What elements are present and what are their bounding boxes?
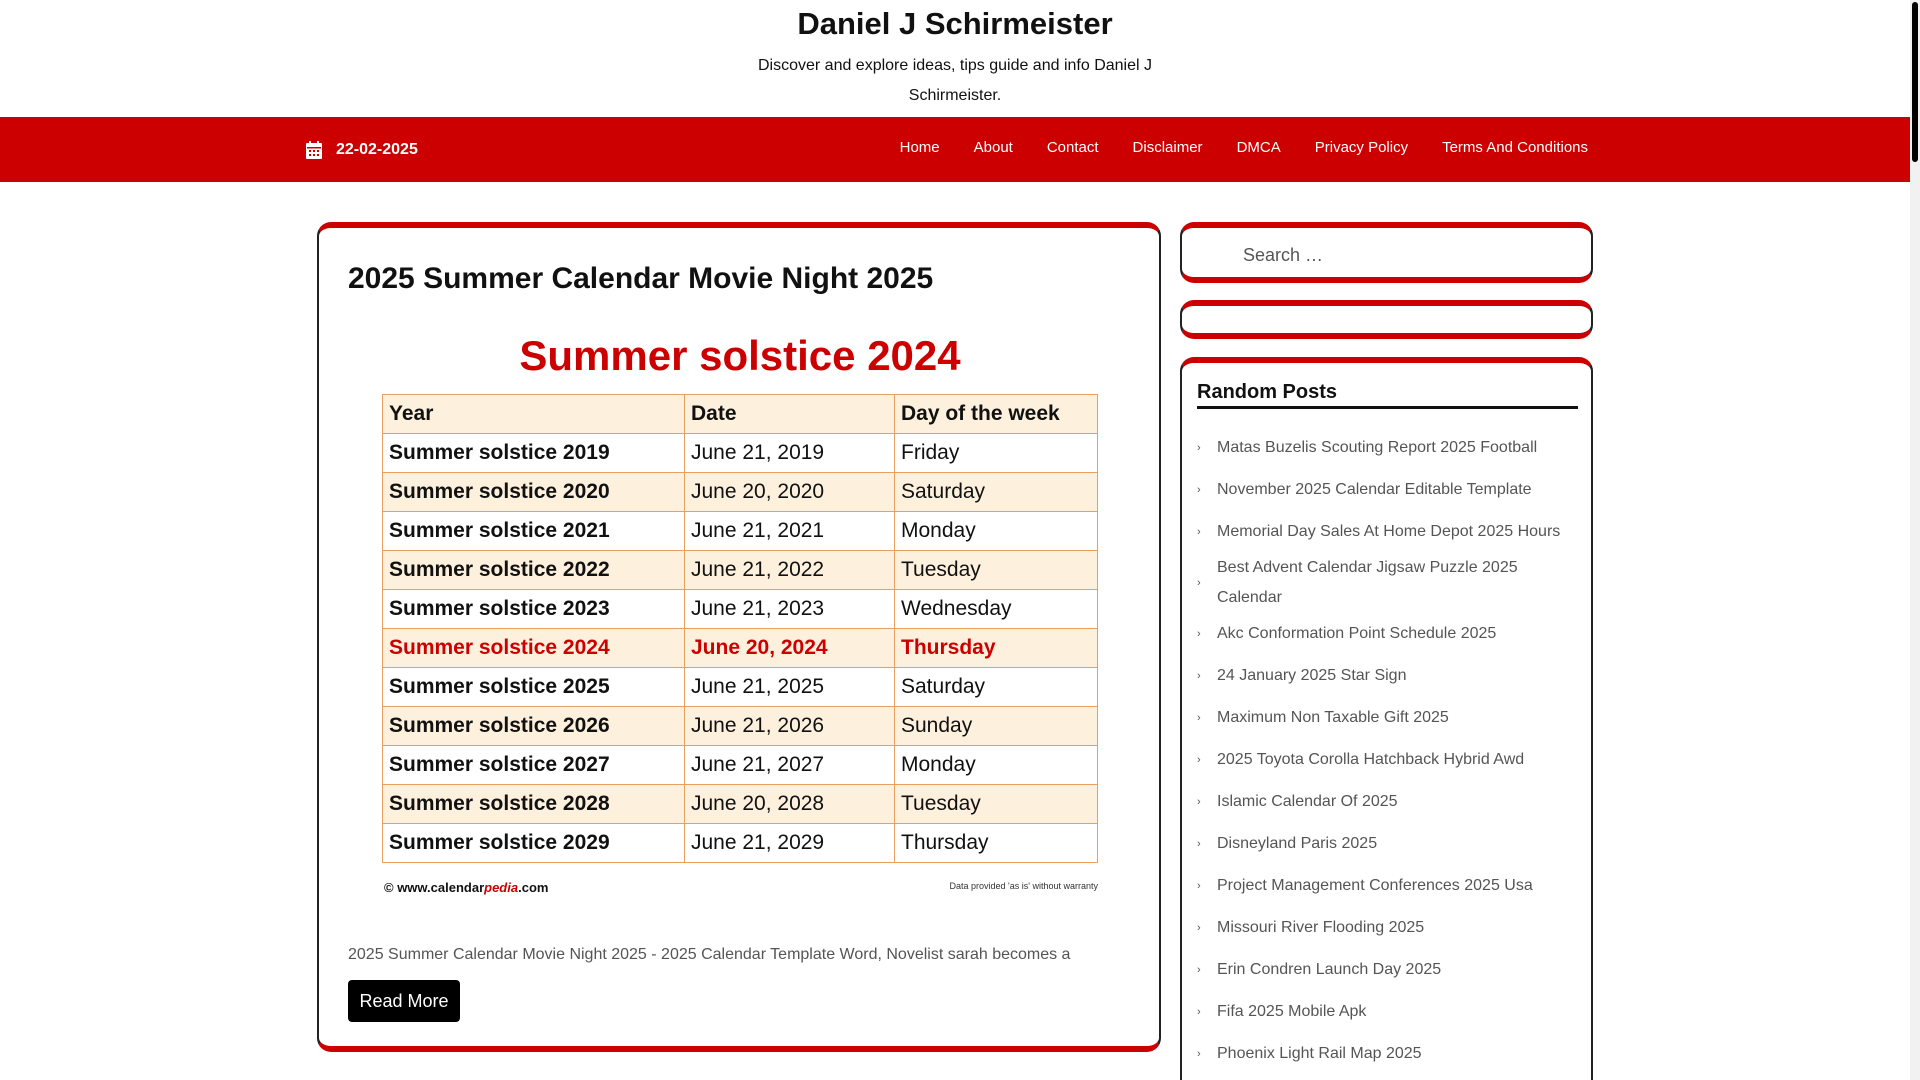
nav-item-terms[interactable]: Terms And Conditions — [1442, 138, 1588, 156]
cell-date: June 21, 2025 — [685, 668, 895, 707]
cell-year: Summer solstice 2022 — [383, 551, 685, 590]
cell-date: June 21, 2019 — [685, 434, 895, 473]
cell-date: June 20, 2020 — [685, 473, 895, 512]
list-item — [1197, 991, 1577, 1033]
cell-day: Tuesday — [895, 551, 1098, 590]
table-row — [383, 668, 1098, 707]
site-title[interactable]: Daniel J Schirmeister — [797, 6, 1113, 41]
cell-date: June 21, 2026 — [685, 707, 895, 746]
chevron-right-icon: › — [1197, 442, 1201, 454]
cell-date: June 21, 2027 — [685, 746, 895, 785]
random-posts-list — [1197, 427, 1577, 1075]
list-item — [1197, 781, 1577, 823]
article-title[interactable]: 2025 Summer Calendar Movie Night 2025 — [348, 262, 934, 295]
cell-year: Summer solstice 2020 — [383, 473, 685, 512]
cell-day: Wednesday — [895, 590, 1098, 629]
nav-date — [306, 138, 418, 162]
nav-item-home[interactable]: Home — [899, 138, 940, 156]
random-post-link[interactable]: 2025 Toyota Corolla Hatchback Hybrid Awd — [1217, 751, 1525, 768]
cell-date: June 21, 2022 — [685, 551, 895, 590]
image-credit — [384, 880, 548, 895]
list-item — [1197, 427, 1577, 469]
solstice-table — [382, 394, 1098, 863]
cell-year: Summer solstice 2027 — [383, 746, 685, 785]
random-post-link[interactable]: November 2025 Calendar Editable Template — [1217, 481, 1532, 498]
table-row — [383, 473, 1098, 512]
cell-year: Summer solstice 2023 — [383, 590, 685, 629]
article-excerpt: 2025 Summer Calendar Movie Night 2025 - 2025 Calendar Template Word, Novelist sarah becomes a — [348, 946, 1071, 963]
table-row — [383, 629, 1098, 668]
list-item — [1197, 823, 1577, 865]
featured-image-heading: Summer solstice 2024 — [519, 332, 961, 379]
empty-widget — [1180, 300, 1593, 339]
page-scrollbar[interactable] — [1910, 0, 1920, 1080]
column-header-date: Date — [685, 395, 895, 434]
chevron-right-icon: › — [1197, 1048, 1201, 1060]
random-post-link[interactable]: Project Management Conferences 2025 Usa — [1217, 877, 1533, 894]
list-item — [1197, 1033, 1577, 1075]
image-credit-prefix: © www.calendar — [384, 880, 485, 895]
random-post-link[interactable]: Memorial Day Sales At Home Depot 2025 Hours — [1217, 523, 1561, 540]
cell-day: Thursday — [895, 824, 1098, 863]
search-widget — [1180, 222, 1593, 283]
chevron-right-icon: › — [1197, 880, 1201, 892]
calendar-icon — [306, 141, 322, 159]
chevron-right-icon: › — [1197, 964, 1201, 976]
chevron-right-icon: › — [1197, 922, 1201, 934]
column-header-day: Day of the week — [895, 395, 1098, 434]
scrollbar-thumb[interactable] — [1912, 2, 1918, 162]
cell-day: Saturday — [895, 473, 1098, 512]
cell-year: Summer solstice 2025 — [383, 668, 685, 707]
random-post-link[interactable]: Disneyland Paris 2025 — [1217, 835, 1378, 852]
cell-date: June 20, 2028 — [685, 785, 895, 824]
list-item — [1197, 697, 1577, 739]
list-item — [1197, 655, 1577, 697]
chevron-right-icon: › — [1197, 628, 1201, 640]
cell-year: Summer solstice 2029 — [383, 824, 685, 863]
chevron-right-icon: › — [1197, 1006, 1201, 1018]
cell-year: Summer solstice 2021 — [383, 512, 685, 551]
nav-menu — [900, 117, 1588, 177]
cell-day: Monday — [895, 746, 1098, 785]
random-post-link[interactable]: Fifa 2025 Mobile Apk — [1217, 1003, 1367, 1020]
chevron-right-icon: › — [1197, 838, 1201, 850]
table-row — [383, 551, 1098, 590]
table-row — [383, 785, 1098, 824]
cell-day: Monday — [895, 512, 1098, 551]
list-item — [1197, 739, 1577, 781]
random-post-link[interactable]: Phoenix Light Rail Map 2025 — [1217, 1045, 1422, 1062]
random-post-link[interactable]: Akc Conformation Point Schedule 2025 — [1217, 625, 1497, 642]
table-row — [383, 746, 1098, 785]
nav-item-privacy-policy[interactable]: Privacy Policy — [1314, 138, 1409, 156]
random-post-link[interactable]: Best Advent Calendar Jigsaw Puzzle 2025 Calendar — [1217, 559, 1518, 606]
site-header — [0, 0, 1910, 117]
table-row — [383, 590, 1098, 629]
cell-date: June 21, 2029 — [685, 824, 895, 863]
read-more-button[interactable]: Read More — [348, 980, 460, 1022]
list-item — [1197, 907, 1577, 949]
chevron-right-icon: › — [1197, 754, 1201, 766]
nav-item-dmca[interactable]: DMCA — [1236, 138, 1281, 156]
chevron-right-icon: › — [1197, 670, 1201, 682]
random-post-link[interactable]: Matas Buzelis Scouting Report 2025 Football — [1217, 439, 1538, 456]
chevron-right-icon: › — [1197, 712, 1201, 724]
nav-item-disclaimer[interactable]: Disclaimer — [1132, 138, 1203, 156]
cell-date: June 20, 2024 — [685, 629, 895, 668]
column-header-year: Year — [383, 395, 685, 434]
article-card — [317, 222, 1161, 1052]
list-item — [1197, 511, 1577, 553]
table-row — [383, 707, 1098, 746]
search-input[interactable] — [1243, 238, 1573, 272]
list-item — [1197, 469, 1577, 511]
list-item — [1197, 553, 1577, 613]
cell-day: Tuesday — [895, 785, 1098, 824]
random-post-link[interactable]: Erin Condren Launch Day 2025 — [1217, 961, 1442, 978]
list-item — [1197, 949, 1577, 991]
cell-year: Summer solstice 2024 — [383, 629, 685, 668]
main-navbar — [0, 117, 1910, 182]
cell-day: Friday — [895, 434, 1098, 473]
random-post-link[interactable]: Islamic Calendar Of 2025 — [1217, 793, 1398, 810]
cell-date: June 21, 2023 — [685, 590, 895, 629]
chevron-right-icon: › — [1197, 526, 1201, 538]
nav-item-contact[interactable]: Contact — [1046, 138, 1099, 156]
nav-item-about[interactable]: About — [973, 138, 1013, 156]
cell-day: Sunday — [895, 707, 1098, 746]
cell-date: June 21, 2021 — [685, 512, 895, 551]
image-credit-suffix: .com — [518, 880, 549, 895]
cell-day: Saturday — [895, 668, 1098, 707]
cell-day: Thursday — [895, 629, 1098, 668]
chevron-right-icon: › — [1197, 484, 1201, 496]
random-post-link[interactable]: Maximum Non Taxable Gift 2025 — [1217, 709, 1449, 726]
image-disclaimer: Data provided 'as is' without warranty — [949, 881, 1098, 891]
cell-year: Summer solstice 2028 — [383, 785, 685, 824]
list-item — [1197, 865, 1577, 907]
cell-year: Summer solstice 2026 — [383, 707, 685, 746]
site-description: Discover and explore ideas, tips guide and info Daniel J Schirmeister. — [757, 57, 1152, 104]
random-post-link[interactable]: Missouri River Flooding 2025 — [1217, 919, 1425, 936]
table-header-row — [383, 395, 1098, 434]
table-row — [383, 434, 1098, 473]
random-post-link[interactable]: 24 January 2025 Star Sign — [1217, 667, 1407, 684]
random-posts-widget — [1180, 357, 1593, 1080]
chevron-right-icon: › — [1197, 796, 1201, 808]
table-row — [383, 824, 1098, 863]
nav-date-text: 22-02-2025 — [336, 141, 418, 158]
featured-image[interactable] — [348, 332, 1132, 912]
image-credit-brand: pedia — [484, 880, 519, 895]
random-posts-heading: Random Posts — [1197, 381, 1578, 409]
cell-year: Summer solstice 2019 — [383, 434, 685, 473]
list-item — [1197, 613, 1577, 655]
chevron-right-icon: › — [1197, 577, 1201, 589]
table-row — [383, 512, 1098, 551]
